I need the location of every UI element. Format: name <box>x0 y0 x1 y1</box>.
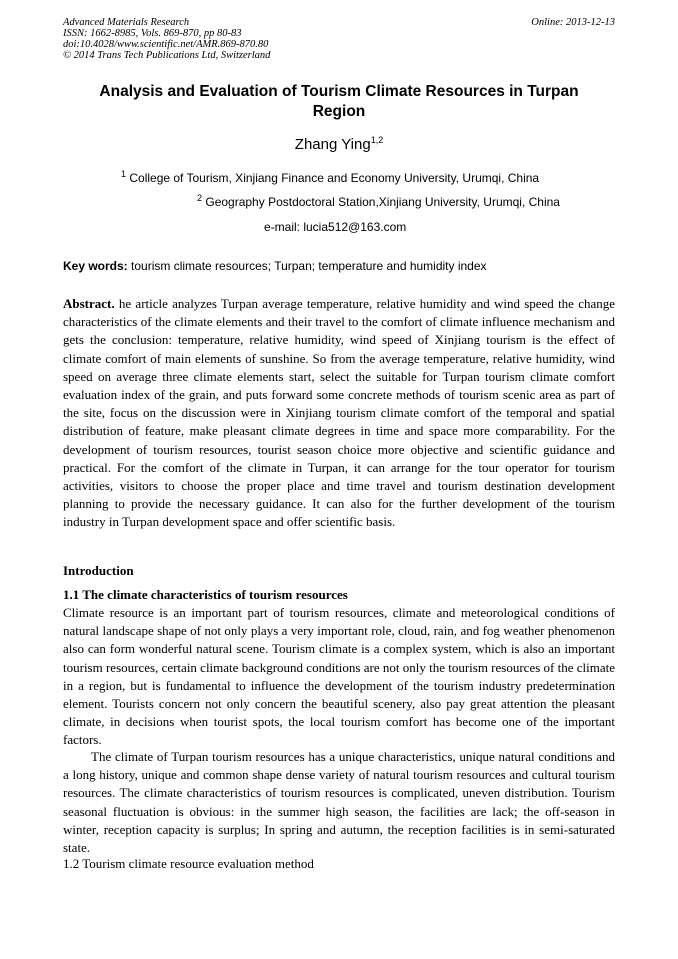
paragraph-2: The climate of Turpan tourism resources has a unique characteristics, unique natural conditions and a long history, unique and common shape dense variety of natural tourism resources and cultural tourism resources. The climate characteristics of tourism resources is complicated, uneven distribution. Tourism seasonal fluctuation is obvious: in the summer high season, the facilities are lack; the off-season in winter, reception capacity is surplus; In spring and autumn, the reception facilities is in semi-saturated state. <box>63 749 615 856</box>
abstract-text: he article analyzes Turpan average temperature, relative humidity and wind speed the change characteristics of the climate elements and their travel to the comfort of climate influence mechanism and gets the conclusion: temperature, relative humidity, wind speed of Xinjiang tourism is the effect of climate comfort of main elements of sunshine. So from the average temperature, relative humidity, wind speed on average three climate elements start, select the suitable for Turpan tourism climate comfort evaluation index of the grain, and puts forward some concrete methods of tourism scenic area as part of the site, focus on the discussion were in Xinjiang tourism climate comfort of the temporal and spatial distribution of feature, make pleasant climate degrees in time and space more comparability. For the development of tourism resources, tourist season choice more objective and scientific guidance and practical. For the comfort of the climate in Turpan, it can arrange for the tour operator for tourism activities, visitors to choose the proper place and time travel and tourism destination development planning to provide the necessary guidance. It can also for the further development of the tourism industry in Turpan development space and offer scientific basis. <box>63 296 616 530</box>
paper-title: Analysis and Evaluation of Tourism Climate Resources in Turpan Region <box>99 83 579 120</box>
affiliation-1-superscript: 1 <box>121 169 127 179</box>
journal-name: Advanced Materials Research <box>63 17 190 28</box>
affiliation-2-superscript: 2 <box>197 193 203 203</box>
affiliation-2-text: Geography Postdoctoral Station,Xinjiang University, Urumqi, China <box>205 195 560 209</box>
keywords-line <box>63 259 487 273</box>
journal-issn: ISSN: 1662-8985, Vols. 869-870, pp 80-83 <box>63 28 242 39</box>
abstract <box>63 295 615 532</box>
affiliation-2 <box>197 195 560 209</box>
affiliation-1-text: College of Tourism, Xinjiang Finance and Economy University, Urumqi, China <box>129 171 540 185</box>
paragraph-1: Climate resource is an important part of tourism resources, climate and meteorological conditions of natural landscape shape of not only plays a very important role, cloud, rain, and fog weather phenomenon also can form wonderful natural scene. Tourism climate is a complex system, which is also an important tourism resources, certain climate background conditions are not only the tourism resources of the climate in a region, but is fundamental to influence the development of the tourism industry predetermination element. Tourists concern not only concern the beautiful scenery, also pay great attention the pleasant climate, in decisions when tourist spots, the local tourism comfort has become one of the important factors. <box>63 605 615 748</box>
journal-doi: doi:10.4028/www.scientific.net/AMR.869-870.80 <box>63 39 269 50</box>
keywords-text: tourism climate resources; Turpan; temperature and humidity index <box>131 259 487 273</box>
abstract-label: Abstract. <box>63 296 115 311</box>
section-1-1-heading: 1.1 The climate characteristics of tourism resources <box>63 587 348 602</box>
journal-copyright: © 2014 Trans Tech Publications Ltd, Switzerland <box>63 50 271 61</box>
online-date: Online: 2013-12-13 <box>531 17 615 28</box>
affiliation-1 <box>121 171 539 185</box>
journal-header <box>63 17 270 61</box>
introduction-heading: Introduction <box>63 563 134 578</box>
author-line <box>0 136 678 153</box>
author-email: e-mail: lucia512@163.com <box>264 220 407 234</box>
author-name: Zhang Ying <box>294 136 371 153</box>
section-1-2-heading: 1.2 Tourism climate resource evaluation method <box>63 856 314 871</box>
keywords-label: Key words: <box>63 259 128 273</box>
author-superscript: 1,2 <box>370 135 384 145</box>
